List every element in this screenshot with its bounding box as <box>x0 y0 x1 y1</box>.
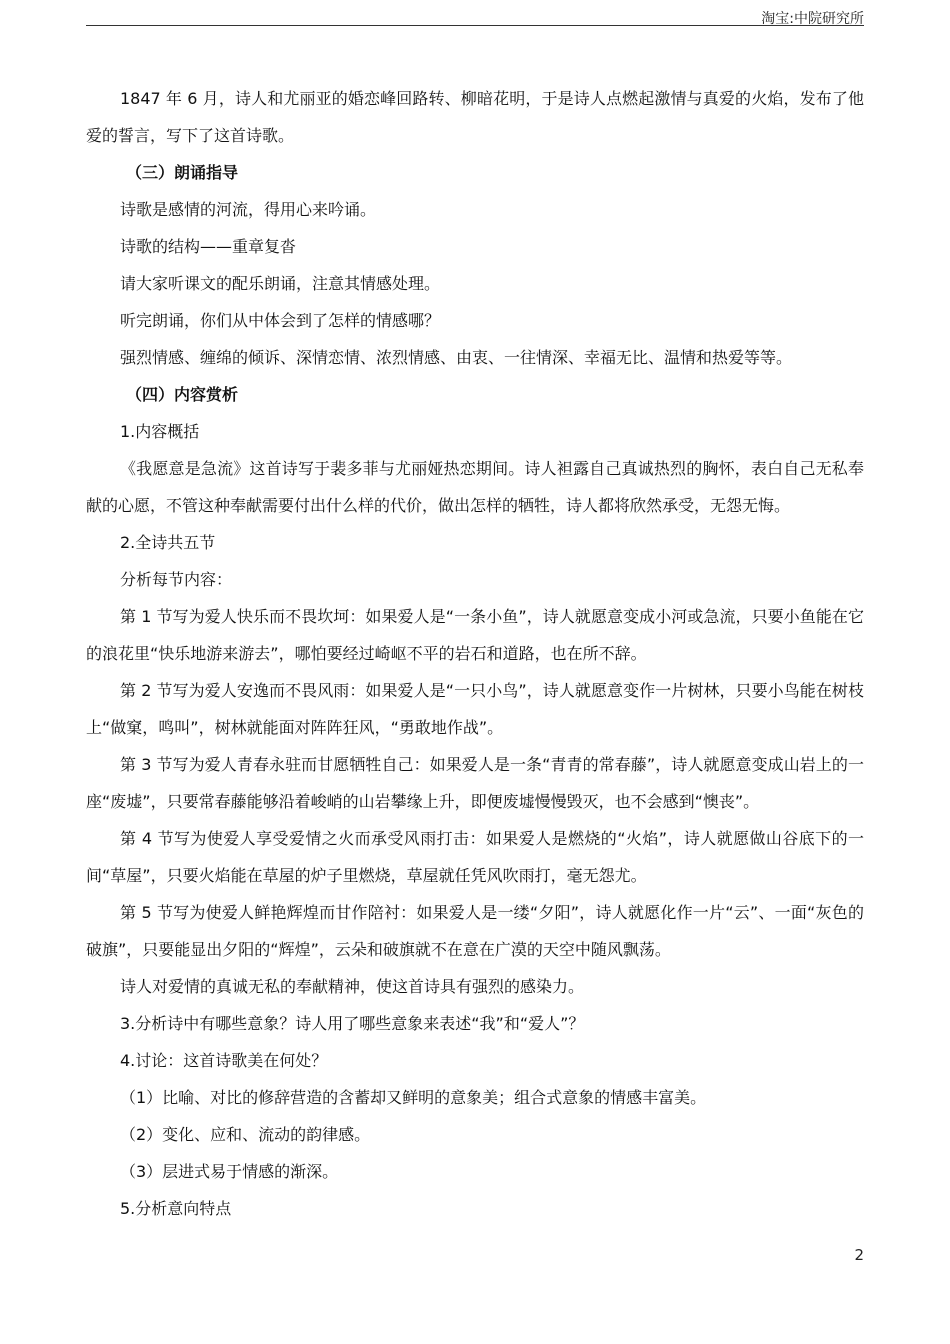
question: 3.分析诗中有哪些意象？诗人用了哪些意象来表述“我”和“爱人”？ <box>120 1014 585 1033</box>
page-number: 2 <box>854 1246 864 1264</box>
subheading: 2.全诗共五节 <box>120 533 216 552</box>
paragraph: 分析每节内容： <box>120 570 233 589</box>
paragraph-stanza-3: 第 3 节写为爱人青春永驻而甘愿牺牲自己：如果爱人是一条“青青的常春藤”，诗人就愿意变成山岩上的一座“废墟”，只要常春藤能够沿着峻峭的山岩攀缘上升，即便废墟慢慢毁灭，也不会感到“懊丧”。 <box>86 755 864 811</box>
subheading: 1.内容概括 <box>120 422 200 441</box>
paragraph-stanza-4: 第 4 节写为使爱人享受爱情之火而承受风雨打击：如果爱人是燃烧的“火焰”，诗人就愿做山谷底下的一间“草屋”，只要火焰能在草屋的炉子里燃烧，草屋就任凭风吹雨打，毫无怨尤。 <box>86 829 864 885</box>
section-heading-content-analysis: （四）内容赏析 <box>126 385 239 404</box>
section-heading-recitation: （三）朗诵指导 <box>126 163 239 182</box>
paragraph: 诗歌的结构——重章复沓 <box>120 237 297 256</box>
paragraph: 听完朗诵，你们从中体会到了怎样的情感哪？ <box>120 311 441 330</box>
list-item: （3）层进式易于情感的渐深。 <box>120 1162 339 1181</box>
paragraph: 诗人对爱情的真诚无私的奉献精神，使这首诗具有强烈的感染力。 <box>120 977 585 996</box>
list-item: （1）比喻、对比的修辞营造的含蓄却又鲜明的意象美；组合式意象的情感丰富美。 <box>120 1088 707 1107</box>
list-item: （2）变化、应和、流动的韵律感。 <box>120 1125 371 1144</box>
header-rule <box>86 25 864 26</box>
paragraph-background: 1847 年 6 月，诗人和尤丽亚的婚恋峰回路转、柳暗花明，于是诗人点燃起激情与真爱的火焰，发布了他爱的誓言，写下了这首诗歌。 <box>86 89 864 145</box>
paragraph-stanza-1: 第 1 节写为爱人快乐而不畏坎坷：如果爱人是“一条小鱼”，诗人就愿意变成小河或急流，只要小鱼能在它的浪花里“快乐地游来游去”，哪怕要经过崎岖不平的岩石和道路，也在所不辞。 <box>86 607 864 663</box>
paragraph: 请大家听课文的配乐朗诵，注意其情感处理。 <box>120 274 441 293</box>
document-body <box>86 80 864 1227</box>
paragraph-stanza-5: 第 5 节写为使爱人鲜艳辉煌而甘作陪衬：如果爱人是一缕“夕阳”，诗人就愿化作一片“云”、一面“灰色的破旗”，只要能显出夕阳的“辉煌”，云朵和破旗就不在意在广漠的天空中随风飘荡。 <box>86 903 864 959</box>
paragraph-stanza-2: 第 2 节写为爱人安逸而不畏风雨：如果爱人是“一只小鸟”，诗人就愿意变作一片树林，只要小鸟能在树枝上“做窠，鸣叫”，树林就能面对阵阵狂风，“勇敢地作战”。 <box>86 681 864 737</box>
paragraph-summary: 《我愿意是急流》这首诗写于裴多菲与尤丽娅热恋期间。诗人袒露自己真诚热烈的胸怀，表白自己无私奉献的心愿，不管这种奉献需要付出什么样的代价，做出怎样的牺牲，诗人都将欣然承受，无怨无悔。 <box>86 459 864 515</box>
question: 4.讨论：这首诗歌美在何处？ <box>120 1051 328 1070</box>
paragraph: 强烈情感、缠绵的倾诉、深情恋情、浓烈情感、由衷、一往情深、幸福无比、温情和热爱等等。 <box>120 348 793 367</box>
subheading: 5.分析意向特点 <box>120 1199 232 1218</box>
header-source-text: 淘宝:中院研究所 <box>761 11 864 27</box>
paragraph: 诗歌是感情的河流，得用心来吟诵。 <box>120 200 377 219</box>
